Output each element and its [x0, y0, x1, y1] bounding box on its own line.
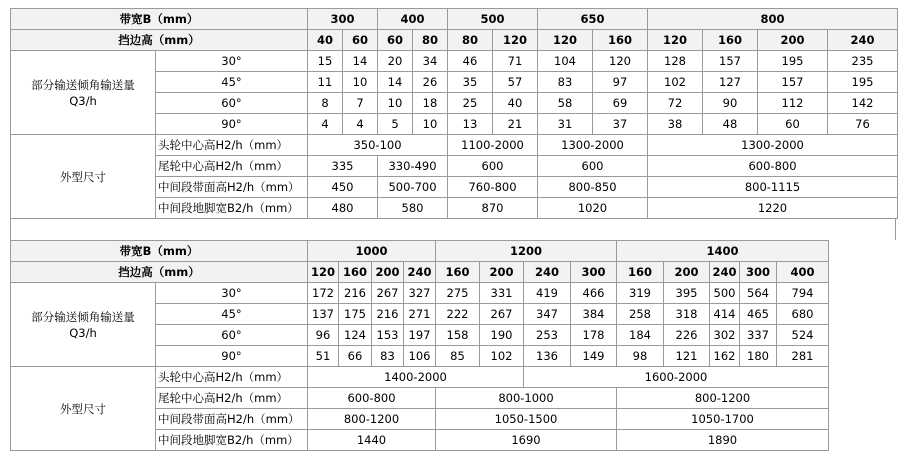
height-value-cell: 160 [593, 30, 648, 51]
capacity-value-cell: 794 [777, 283, 829, 304]
table-separator [10, 219, 896, 240]
capacity-value-cell: 153 [372, 325, 404, 346]
capacity-value-cell: 58 [538, 93, 593, 114]
angle-label: 30° [156, 283, 308, 304]
conveying-capacity-label [11, 283, 156, 367]
angle-label: 45° [156, 304, 308, 325]
dimension-label: 中间段地脚宽B2/h（mm） [156, 198, 308, 219]
capacity-value-cell: 414 [710, 304, 740, 325]
capacity-value-cell: 253 [524, 325, 571, 346]
dimension-value-cell: 500-700 [378, 177, 448, 198]
capacity-value-cell: 34 [413, 51, 448, 72]
height-value-cell: 60 [378, 30, 413, 51]
capacity-value-cell: 10 [378, 93, 413, 114]
capacity-value-cell: 137 [308, 304, 339, 325]
dimension-value-cell: 580 [378, 198, 448, 219]
width-value-cell: 1000 [308, 241, 436, 262]
dimension-value-cell: 480 [308, 198, 378, 219]
height-value-cell: 200 [372, 262, 404, 283]
capacity-value-cell: 31 [538, 114, 593, 135]
dimension-value-cell: 330-490 [378, 156, 448, 177]
capacity-value-cell: 37 [593, 114, 648, 135]
capacity-value-cell: 275 [436, 283, 480, 304]
capacity-value-cell: 13 [448, 114, 493, 135]
capacity-value-cell: 14 [343, 51, 378, 72]
height-value-cell: 240 [828, 30, 898, 51]
dimension-value-cell: 760-800 [448, 177, 538, 198]
capacity-value-cell: 222 [436, 304, 480, 325]
dimension-value-cell: 350-100 [308, 135, 448, 156]
dimension-label: 尾轮中心高H2/h（mm） [156, 156, 308, 177]
height-header-row [11, 262, 829, 283]
height-value-cell: 300 [740, 262, 777, 283]
height-value-cell: 160 [339, 262, 372, 283]
capacity-value-cell: 172 [308, 283, 339, 304]
dimensions-label: 外型尺寸 [11, 135, 156, 219]
capacity-value-cell: 142 [828, 93, 898, 114]
capacity-value-cell: 680 [777, 304, 829, 325]
capacity-value-cell: 21 [493, 114, 538, 135]
capacity-value-cell: 104 [538, 51, 593, 72]
capacity-value-cell: 51 [308, 346, 339, 367]
capacity-value-cell: 7 [343, 93, 378, 114]
capacity-value-cell: 178 [571, 325, 617, 346]
capacity-value-cell: 419 [524, 283, 571, 304]
capacity-value-cell: 15 [308, 51, 343, 72]
dimension-label: 中间段地脚宽B2/h（mm） [156, 430, 308, 451]
height-value-cell: 40 [308, 30, 343, 51]
height-value-cell: 160 [436, 262, 480, 283]
conveying-label-line1: 部分输送倾角输送量 [31, 309, 135, 324]
width-header-label: 带宽B（mm） [11, 9, 308, 30]
capacity-value-cell: 235 [828, 51, 898, 72]
capacity-value-cell: 14 [378, 72, 413, 93]
dimension-value-cell: 600-800 [648, 156, 898, 177]
capacity-value-cell: 76 [828, 114, 898, 135]
capacity-value-cell: 106 [404, 346, 436, 367]
capacity-value-cell: 347 [524, 304, 571, 325]
capacity-value-cell: 216 [372, 304, 404, 325]
dimension-value-cell: 600-800 [308, 388, 436, 409]
height-value-cell: 200 [664, 262, 710, 283]
capacity-value-cell: 184 [617, 325, 664, 346]
height-value-cell: 120 [538, 30, 593, 51]
capacity-value-cell: 190 [480, 325, 524, 346]
angle-label: 45° [156, 72, 308, 93]
capacity-value-cell: 102 [480, 346, 524, 367]
dimension-row [11, 135, 898, 156]
capacity-value-cell: 271 [404, 304, 436, 325]
capacity-value-cell: 10 [343, 72, 378, 93]
width-value-cell: 800 [648, 9, 898, 30]
capacity-value-cell: 162 [710, 346, 740, 367]
angle-label: 30° [156, 51, 308, 72]
spec-table-1 [10, 8, 898, 219]
dimension-label: 头轮中心高H2/h（mm） [156, 367, 308, 388]
dimension-value-cell: 800-1200 [617, 388, 829, 409]
capacity-value-cell: 18 [413, 93, 448, 114]
height-value-cell: 160 [617, 262, 664, 283]
capacity-value-cell: 395 [664, 283, 710, 304]
dimension-value-cell: 1400-2000 [308, 367, 524, 388]
height-header-row [11, 30, 898, 51]
capacity-value-cell: 158 [436, 325, 480, 346]
capacity-value-cell: 97 [593, 72, 648, 93]
capacity-value-cell: 302 [710, 325, 740, 346]
capacity-value-cell: 180 [740, 346, 777, 367]
angle-row [11, 51, 898, 72]
capacity-value-cell: 384 [571, 304, 617, 325]
dimension-row [11, 367, 829, 388]
dimension-value-cell: 1100-2000 [448, 135, 538, 156]
capacity-value-cell: 40 [493, 93, 538, 114]
dimensions-label: 外型尺寸 [11, 367, 156, 451]
dimension-value-cell: 800-1115 [648, 177, 898, 198]
height-value-cell: 240 [710, 262, 740, 283]
capacity-value-cell: 465 [740, 304, 777, 325]
capacity-value-cell: 35 [448, 72, 493, 93]
capacity-value-cell: 281 [777, 346, 829, 367]
capacity-value-cell: 4 [308, 114, 343, 135]
height-value-cell: 200 [758, 30, 828, 51]
capacity-value-cell: 127 [703, 72, 758, 93]
capacity-value-cell: 331 [480, 283, 524, 304]
height-value-cell: 240 [524, 262, 571, 283]
capacity-value-cell: 25 [448, 93, 493, 114]
capacity-value-cell: 157 [758, 72, 828, 93]
width-header-row [11, 9, 898, 30]
capacity-value-cell: 175 [339, 304, 372, 325]
capacity-value-cell: 195 [828, 72, 898, 93]
dimension-value-cell: 800-1000 [436, 388, 617, 409]
dimension-value-cell: 1440 [308, 430, 436, 451]
capacity-value-cell: 564 [740, 283, 777, 304]
capacity-value-cell: 38 [648, 114, 703, 135]
height-header-label: 挡边高（mm） [11, 30, 308, 51]
dimension-label: 头轮中心高H2/h（mm） [156, 135, 308, 156]
capacity-value-cell: 136 [524, 346, 571, 367]
angle-label: 90° [156, 346, 308, 367]
dimension-value-cell: 1300-2000 [538, 135, 648, 156]
capacity-value-cell: 195 [758, 51, 828, 72]
width-header-row [11, 241, 829, 262]
dimension-value-cell: 600 [448, 156, 538, 177]
dimension-label: 中间段带面高H2/h（mm） [156, 409, 308, 430]
capacity-value-cell: 26 [413, 72, 448, 93]
width-value-cell: 500 [448, 9, 538, 30]
capacity-value-cell: 96 [308, 325, 339, 346]
capacity-value-cell: 71 [493, 51, 538, 72]
width-value-cell: 1200 [436, 241, 617, 262]
angle-label: 60° [156, 93, 308, 114]
height-value-cell: 400 [777, 262, 829, 283]
capacity-value-cell: 226 [664, 325, 710, 346]
capacity-value-cell: 66 [339, 346, 372, 367]
capacity-value-cell: 267 [372, 283, 404, 304]
height-value-cell: 80 [448, 30, 493, 51]
width-value-cell: 400 [378, 9, 448, 30]
dimension-value-cell: 450 [308, 177, 378, 198]
height-value-cell: 120 [493, 30, 538, 51]
capacity-value-cell: 72 [648, 93, 703, 114]
capacity-value-cell: 500 [710, 283, 740, 304]
capacity-value-cell: 267 [480, 304, 524, 325]
dimension-value-cell: 1050-1500 [436, 409, 617, 430]
capacity-value-cell: 524 [777, 325, 829, 346]
width-header-label: 带宽B（mm） [11, 241, 308, 262]
capacity-value-cell: 319 [617, 283, 664, 304]
dimension-value-cell: 800-850 [538, 177, 648, 198]
capacity-value-cell: 128 [648, 51, 703, 72]
conveying-capacity-label [11, 51, 156, 135]
capacity-value-cell: 216 [339, 283, 372, 304]
dimension-label: 尾轮中心高H2/h（mm） [156, 388, 308, 409]
spec-table-2 [10, 240, 829, 451]
dimension-value-cell: 335 [308, 156, 378, 177]
capacity-value-cell: 157 [703, 51, 758, 72]
capacity-value-cell: 85 [436, 346, 480, 367]
width-value-cell: 1400 [617, 241, 829, 262]
capacity-value-cell: 20 [378, 51, 413, 72]
capacity-value-cell: 60 [758, 114, 828, 135]
dimension-value-cell: 1020 [538, 198, 648, 219]
capacity-value-cell: 98 [617, 346, 664, 367]
height-header-label: 挡边高（mm） [11, 262, 308, 283]
height-value-cell: 160 [703, 30, 758, 51]
dimension-value-cell: 1300-2000 [648, 135, 898, 156]
capacity-value-cell: 83 [538, 72, 593, 93]
conveying-label-line2: Q3/h [69, 325, 97, 340]
dimension-value-cell: 870 [448, 198, 538, 219]
capacity-value-cell: 48 [703, 114, 758, 135]
height-value-cell: 200 [480, 262, 524, 283]
angle-row [11, 283, 829, 304]
capacity-value-cell: 90 [703, 93, 758, 114]
dimension-value-cell: 1890 [617, 430, 829, 451]
capacity-value-cell: 327 [404, 283, 436, 304]
width-value-cell: 300 [308, 9, 378, 30]
capacity-value-cell: 120 [593, 51, 648, 72]
dimension-value-cell: 1050-1700 [617, 409, 829, 430]
capacity-value-cell: 69 [593, 93, 648, 114]
height-value-cell: 60 [343, 30, 378, 51]
capacity-value-cell: 46 [448, 51, 493, 72]
dimension-value-cell: 800-1200 [308, 409, 436, 430]
width-value-cell: 650 [538, 9, 648, 30]
height-value-cell: 240 [404, 262, 436, 283]
conveying-label-line2: Q3/h [69, 93, 97, 108]
capacity-value-cell: 5 [378, 114, 413, 135]
conveying-label-line1: 部分输送倾角输送量 [31, 77, 135, 92]
capacity-value-cell: 10 [413, 114, 448, 135]
angle-label: 60° [156, 325, 308, 346]
height-value-cell: 300 [571, 262, 617, 283]
angle-label: 90° [156, 114, 308, 135]
dimension-value-cell: 600 [538, 156, 648, 177]
capacity-value-cell: 258 [617, 304, 664, 325]
dimension-label: 中间段带面高H2/h（mm） [156, 177, 308, 198]
capacity-value-cell: 4 [343, 114, 378, 135]
dimension-value-cell: 1690 [436, 430, 617, 451]
capacity-value-cell: 11 [308, 72, 343, 93]
capacity-value-cell: 337 [740, 325, 777, 346]
capacity-value-cell: 149 [571, 346, 617, 367]
capacity-value-cell: 83 [372, 346, 404, 367]
height-value-cell: 120 [308, 262, 339, 283]
capacity-value-cell: 8 [308, 93, 343, 114]
capacity-value-cell: 102 [648, 72, 703, 93]
capacity-value-cell: 57 [493, 72, 538, 93]
capacity-value-cell: 121 [664, 346, 710, 367]
dimension-value-cell: 1220 [648, 198, 898, 219]
height-value-cell: 80 [413, 30, 448, 51]
capacity-value-cell: 112 [758, 93, 828, 114]
capacity-value-cell: 197 [404, 325, 436, 346]
capacity-value-cell: 318 [664, 304, 710, 325]
capacity-value-cell: 466 [571, 283, 617, 304]
capacity-value-cell: 124 [339, 325, 372, 346]
height-value-cell: 120 [648, 30, 703, 51]
dimension-value-cell: 1600-2000 [524, 367, 829, 388]
